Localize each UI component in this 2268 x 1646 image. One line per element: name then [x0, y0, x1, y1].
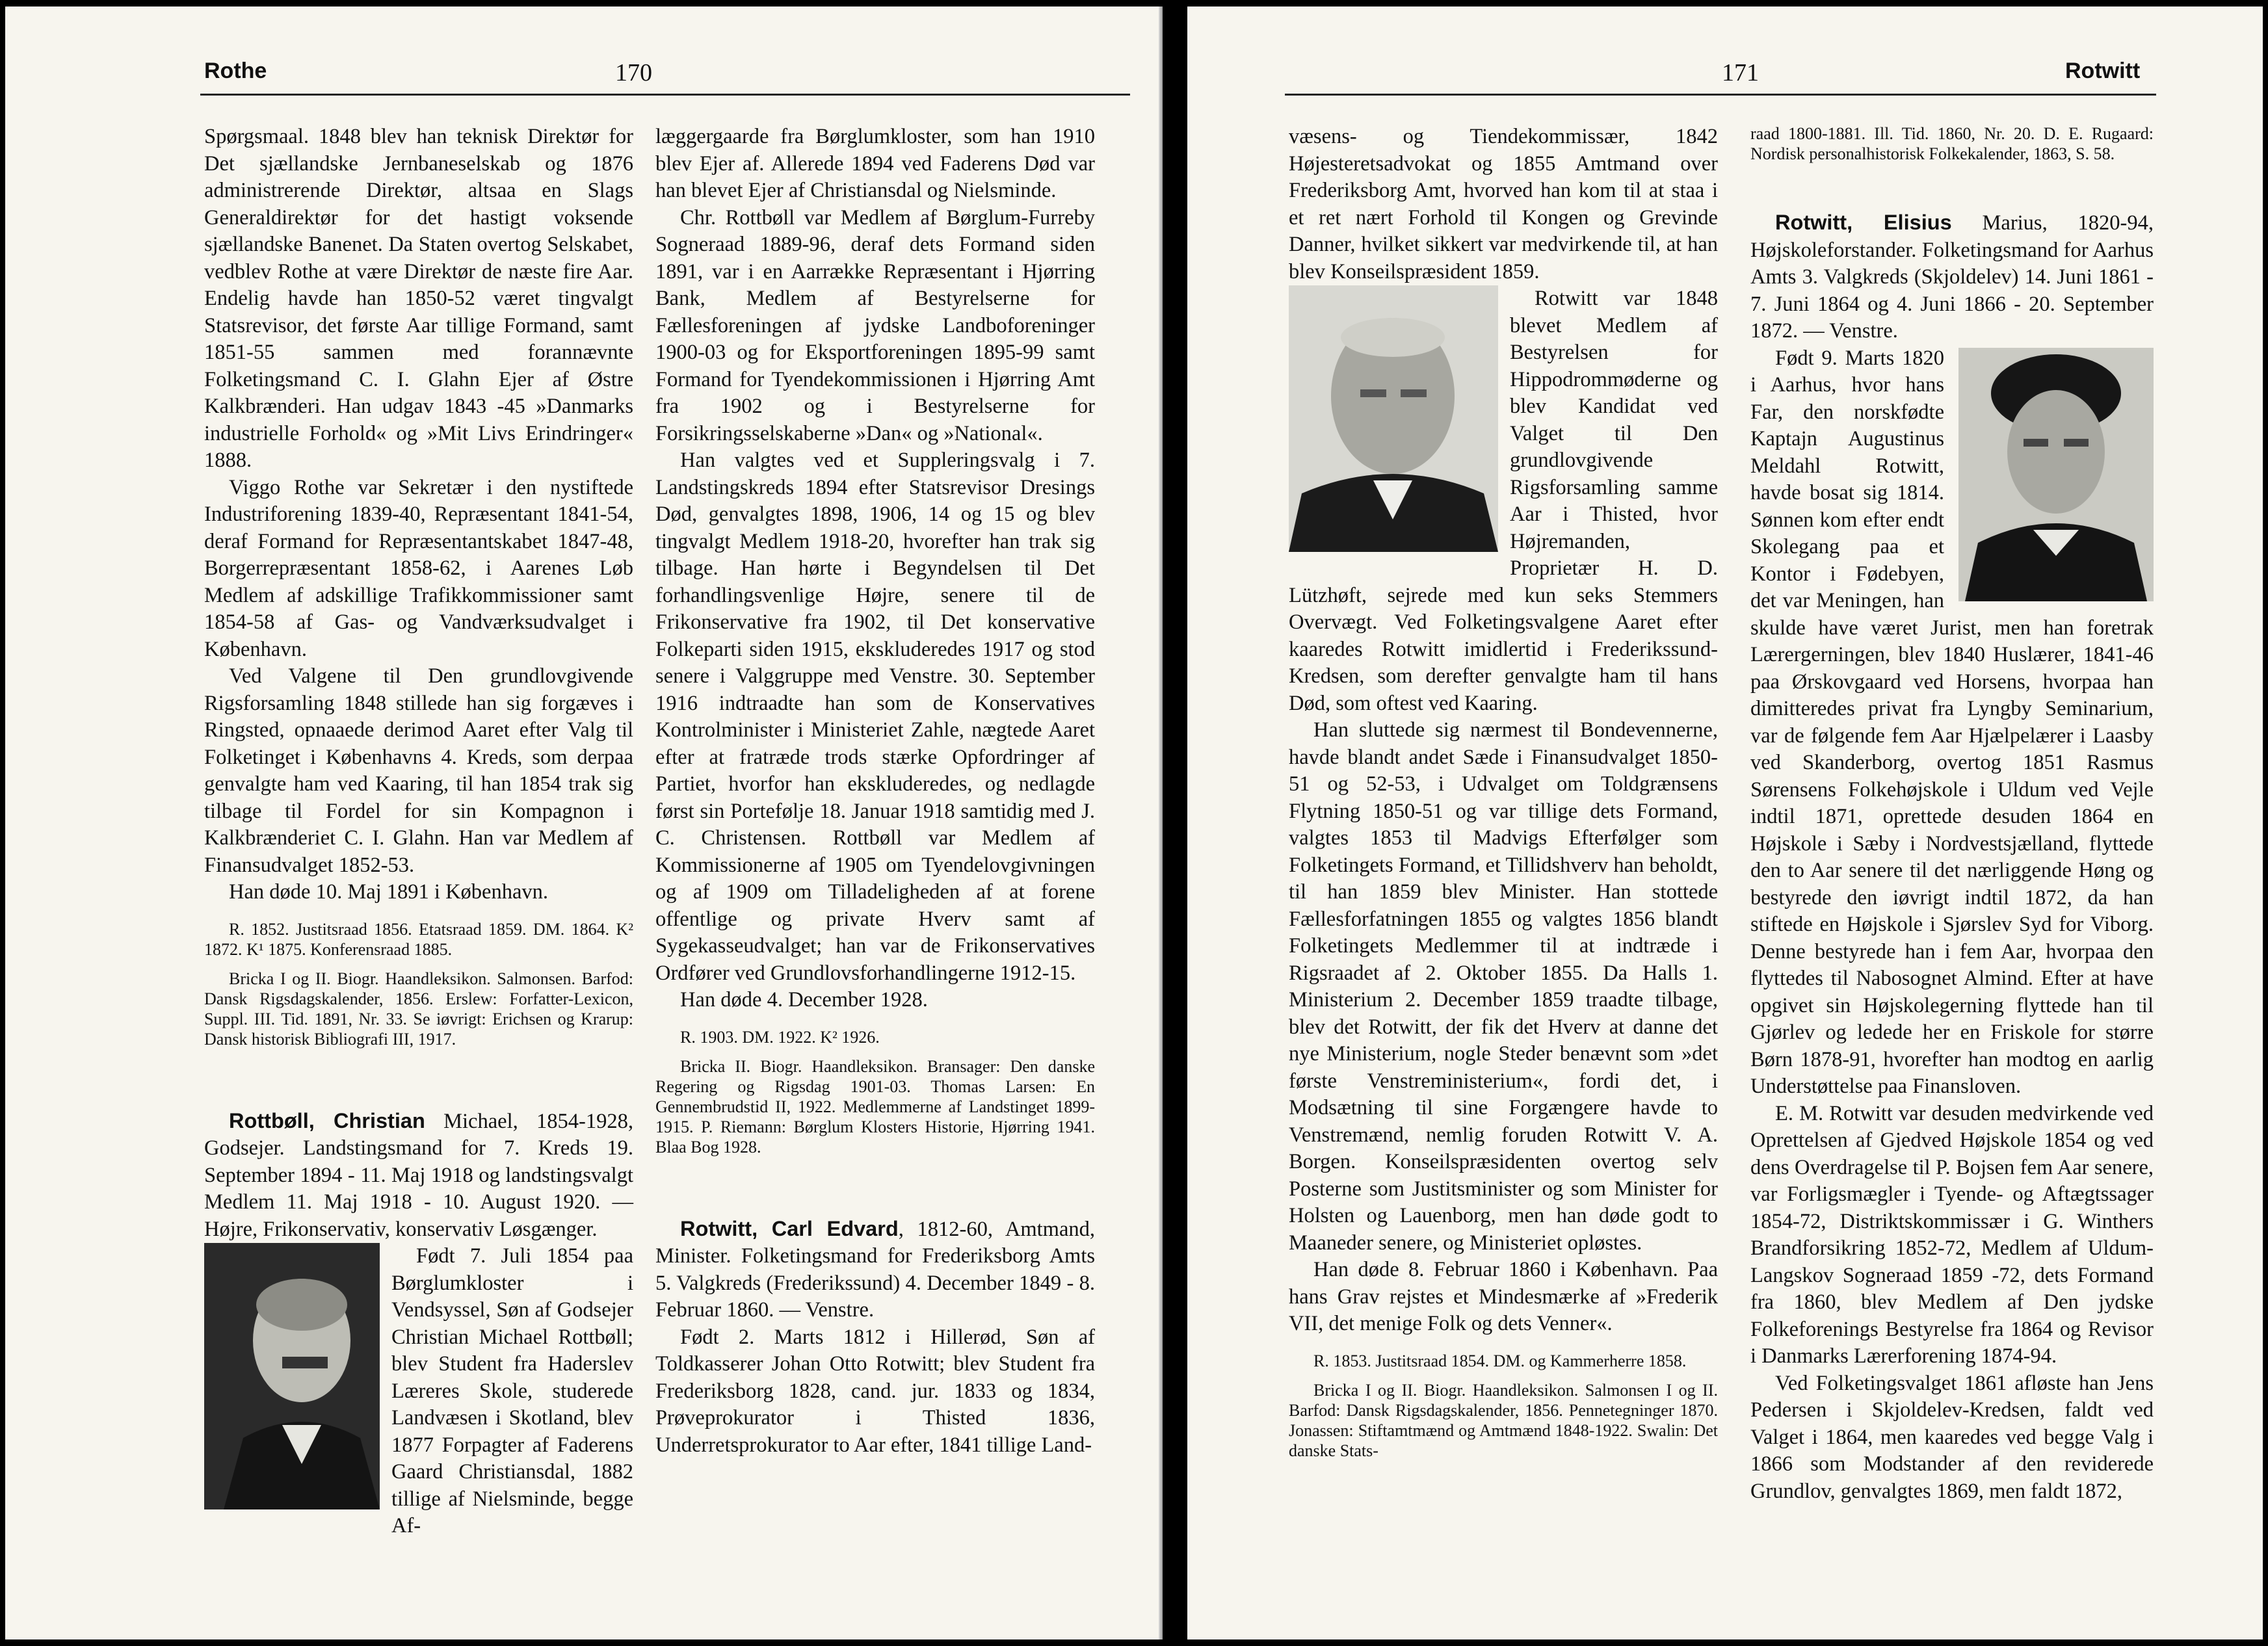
header-rule: [1285, 94, 2156, 96]
paragraph: Han døde 10. Maj 1891 i København.: [229, 880, 549, 904]
page-edge: [1159, 7, 1163, 1639]
entry-name: Rotwitt, Elisius: [1775, 211, 1952, 234]
entry-heading: Rottbøll, Christian Michael, 1854-1928, Godsejer. Landstingsmand for 7. Kreds 19. September 1894 - 11. Maj 1918 og landstingsvalgt Medlem 11. Maj 1918 - 10. August 1920. — Højre, Frikonservativ, konservativ Løsgænger.: [204, 1108, 633, 1241]
paragraph: Ved Folketingsvalget 1861 afløste han Jens Pedersen i Skjoldelev-Kredsen, faldt ved Valget i 1864, men kaaredes ved begge Valg i 1866 som Modstander af den reviderede Grundlov, genvalgtes 1869, men faldt 1872,: [1750, 1371, 2154, 1503]
decorations-note: R. 1853. Justitsraad 1854. DM. og Kammerherre 1858.: [1313, 1351, 1687, 1370]
paragraph: Født 9. Marts 1820 i Aarhus, hvor hans Far, den norskfødte Kaptajn Augustinus Meldahl Rotwitt, havde bosat sig 1814. Sønnen kom efter endt Skolegang paa et Kontor i Fødebyen, det var Meningen, han skulde have været Jurist, men han foretrak Lærergerningen, blev 1840 Huslærer, 1841-46 paa Ørskovgaard ved Horsens, hvorpaa han dimitteredes privat fra Lyngby Seminarium, var de følgende fem Aar Hjælpelærer i Laasby ved Skanderborg, overtog 1851 Rasmus Sørensens Folkehøjskole i Uldum ved Vejle indtil 1871, oprettede desuden 1864 en Højskole i Sæby i Nordvestsjælland, flyttede den to Aar senere til det nærliggende Høng og bestyrede den iøvrigt indtil 1872, da han stiftede en Højskole i Sjørslev Syd for Viborg. Denne bestyrede han i fem Aar, hvorpaa den flyttedes til Nabosognet Almind. Efter at have opgivet sin Højskolegerning flyttede han til Gjørlev og ledede her en Friskole for større Børn 1878-91, hvorefter han modtog en aarlig Understøttelse paa Finansloven.: [1750, 346, 2154, 1098]
running-header: Rothe: [204, 59, 267, 83]
paragraph: Født 2. Marts 1812 i Hillerød, Søn af Toldkasserer Johan Otto Rotwitt; blev Student fra Frederiksborg 1828, cand. jur. 1833 og 1834, Prøveprokurator i Thisted 1836, Underretsprokurator to Aar efter, 1841 tillige Land-: [655, 1325, 1095, 1457]
portrait-photo: [1289, 285, 1498, 552]
running-header: Rotwitt: [2065, 59, 2141, 83]
page-number: 170: [615, 59, 652, 86]
left-page: [5, 7, 1163, 1639]
column-1: [1289, 124, 1718, 1461]
paragraph: Ved Valgene til Den grundlovgivende Rigsforsamling 1848 stillede han sig forgæves i Ringsted, opnaaede derimod Aaret efter Valg til Folketinget i Københavns 4. Kreds, som derpaa genvalgte ham ved Kaaring, til han 1854 trak sig tilbage til Fordel for sin Kompagnon i Kalkbrænderiet C. I. Glahn. Han var Medlem af Finansudvalget 1852-53.: [204, 664, 633, 877]
paragraph: Født 7. Juli 1854 paa Børglumkloster i Vendsyssel, Søn af Godsejer Christian Michael Rottbøll; blev Student fra Haderslev Læreres Skole, studerede Landvæsen i Skotland, blev 1877 Forpagter af Faderens Gaard Christiansdal, 1882 tillige af Nielsminde, begge Af-: [391, 1244, 633, 1537]
page-number: 171: [1722, 59, 1759, 86]
decorations-note: R. 1903. DM. 1922. K² 1926.: [680, 1027, 880, 1047]
entry-heading: Rotwitt, Carl Edvard, 1812-60, Amtmand, Minister. Folketingsmand for Frederiksborg Amts 5. Valgkreds (Frederikssund) 4. December 1849 - 8. Februar 1860. — Venstre.: [655, 1216, 1096, 1322]
right-page: [1187, 7, 2263, 1639]
paragraph: Han sluttede sig nærmest til Bondevennerne, havde blandt andet Sæde i Finansudvalget 1850-51 og 52-53, i Udvalget om Toldgrænsens Flytning 1850-51 og var tillige dets Formand, valgtes 1853 til Madvigs Efterfølger som Folketingets Formand, et Tillidshverv han beholdt, til han 1859 blev Minister. Han stottede Fællesforfatningen 1855 og valgtes 1856 blandt Folketingets Medlemmer til at indtræde i Rigsraadet af 2. Oktober 1855. Da Halls 1. Ministerium 2. December 1859 traadte tilbage, blev det Rotwitt, der fik det Hverv at danne det nye Ministerium, nogle Steder benævnt som »det første Venstreministerium«, fordi det, i Modsætning til sine Forgængere havde to Venstremænd, nemlig foruden Rotwitt V. A. Borgen. Konseilspræsidenten overtog selv Posterne som Justitsminister og som Minister for Holsten og Lauenborg, men han døde godt to Maaneder senere, og Ministeriet opløstes.: [1289, 718, 1718, 1255]
column-2: [655, 124, 1095, 1459]
paragraph: Viggo Rothe var Sekretær i den nystiftede Industriforening 1839-40, Repræsentant 1841-54, deraf Formand for Repræsentantskabet 1847-48, Borgerrepræsentant 1858-62, i Aarenes Løb Medlem af adskillige Trafikkommissioner samt 1854-58 af Gas- og Vandværksudvalget i København.: [204, 475, 633, 661]
paragraph: Han døde 8. Februar 1860 i København. Paa hans Grav rejstes et Mindesmærke af »Frederik VII, det menige Folk og dets Venner«.: [1289, 1258, 1718, 1335]
entry-heading: Rotwitt, Elisius Marius, 1820-94, Højskoleforstander. Folketingsmand for Aarhus Amts 3. Valgkreds (Skjoldelev) 14. Juni 1861 - 7. Juni 1864 og 4. Juni 1866 - 20. September 1872. — Venstre.: [1750, 211, 2154, 343]
paragraph: Han valgtes ved et Suppleringsvalg i 7. Landstingskreds 1894 efter Statsrevisor Dresings Død, genvalgtes 1898, 1906, 14 og 15 og blev tingvalgt Medlem 1918-20, hvorefter han trak sig tilbage. Han hørte i Begyndelsen til Det forhandlingsvenlige Højre, senere til de Frikonservative fra 1902, til Det konservative Folkeparti siden 1915, ekskluderedes 1917 og stod senere i Valggruppe med Venstre. 30. September 1916 indtraadte han som de Konservatives Kontrolminister i Ministeriet Zahle, nægtede Aaret efter at fratræde trods stærke Opfordringer af Partiet, hvorfor han ekskluderedes, og nedlagde først sin Portefølje 18. Januar 1918 samtidig med J. C. Christensen. Rottbøll var Medlem af Kommissionerne af 1905 om Tyendelovgivningen og af 1909 om Tilladeligheden af at forene offentlige og private Hverv samt af Sygekasseudvalget; han var de Frikonservatives Ordfører ved Grundlovsforhandlingerne 1912-15.: [655, 449, 1095, 985]
paragraph: Rotwitt var 1848 blevet Medlem af Bestyrelsen for Hippodrommøderne og blev Kandidat ved Valget til Den grundlovgivende Rigsforsamling samme Aar i Thisted, hvor Højremanden, Proprietær H. D. Lützhøft, sejrede med kun seks Stemmers Overvægt. Ved Folketingsvalgene Aaret efter kaaredes Rotwitt imidlertid i Frederikssund-Kredsen, som derefter genvalgte ham til hans Død, som oftest ved Kaaring.: [1289, 287, 1718, 715]
references-note: raad 1800-1881. Ill. Tid. 1860, Nr. 20. D. E. Rugaard: Nordisk personalhistorisk Folkekalender, 1863, S. 58.: [1750, 124, 2154, 163]
references-note: Bricka I og II. Biogr. Haandleksikon. Salmonsen I og II. Barfod: Dansk Rigsdagskalender, 1856. Pennetegninger 1870. Jonassen: Stiftamtmænd og Amtmænd 1848-1922. Swalin: Det danske Stats-: [1289, 1380, 1718, 1460]
decorations-note: R. 1852. Justitsraad 1856. Etatsraad 1859. DM. 1864. K² 1872. K¹ 1875. Konferensraad 1885.: [204, 919, 633, 959]
column-1: [204, 124, 633, 1540]
portrait-photo: [1958, 348, 2154, 601]
references-note: Bricka I og II. Biogr. Haandleksikon. Salmonsen. Barfod: Dansk Rigsdagskalender, 1856. Erslew: Forfatter-Lexicon, Suppl. III. Tid. 1891, Nr. 33. Se iøvrigt: Erichsen og Krarup: Dansk historisk Bibliografi III, 1917.: [204, 969, 633, 1049]
paragraph: væsens- og Tiendekommissær, 1842 Højesteretsadvokat og 1855 Amtmand over Frederiksborg Amt, hvorved han kom til at staa i et ret nært Forhold til Kongen og Grevinde Danner, hvilket sikkert var medvirkende til, at han blev Konseilspræsident 1859.: [1289, 125, 1718, 283]
paragraph: Han døde 4. December 1928.: [680, 988, 928, 1012]
references-note: Bricka II. Biogr. Haandleksikon. Bransager: Den danske Regering og Rigsdag 1901-03. Thomas Larsen: En Gennembrudstid II, 1922. Medlemmerne af Landstinget 1899-1915. P. Riemann: Børglum Klosters Historie, Hjørring 1941. Blaa Bog 1928.: [655, 1056, 1095, 1156]
paragraph: læggergaarde fra Børglumkloster, som han 1910 blev Ejer af. Allerede 1894 ved Faderens Død var han blevet Ejer af Christiansdal og Nielsminde.: [655, 125, 1095, 202]
column-2: [1750, 124, 2154, 1505]
paragraph: Chr. Rottbøll var Medlem af Børglum-Furreby Sogneraad 1889-96, deraf dets Formand siden 1891, var i en Aarrække Repræsentant i Hjørring Bank, Medlem af Bestyrelserne for Fællesforeningen af jydske Landboforeninger 1900-03 og for Eksportforeningen 1895-99 samt Formand for Tyendekommissionen i Hjørring Amt fra 1902 og i Bestyrelserne for Forsikringsselskaberne »Dan« og »National«.: [655, 205, 1095, 445]
paragraph: Spørgsmaal. 1848 blev han teknisk Direktør for Det sjællandske Jernbaneselskab og 1876 administrerende Direktør, altsaa en Slags Generaldirektør for det hastigt voksende sjællandske Banenet. Da Staten overtog Selskabet, vedblev Rothe at være Direktør de næste fire Aar. Endelig havde han 1850-52 været tingvalgt Statsrevisor, det første Aar tillige Formand, samt 1851-55 sammen med forannævnte Folketingsmand C. I. Glahn Ejer af Østre Kalkbrænderi. Han udgav 1843 -45 »Danmarks industrielle Forhold« og »Mit Livs Erindringer« 1888.: [204, 125, 633, 472]
entry-name: Rottbøll, Christian: [229, 1108, 425, 1132]
header-rule: [200, 94, 1130, 96]
entry-name: Rotwitt, Carl Edvard: [680, 1216, 899, 1240]
portrait-photo: [204, 1243, 380, 1509]
paragraph: E. M. Rotwitt var desuden medvirkende ved Oprettelsen af Gjedved Højskole 1854 og ved dens Overdragelse til P. Bojsen fem Aar senere, var Forligsmægler i Tyende- og Aftægtssager 1854-72, Distriktskommissær i G. Winthers Brandforsikring 1852-72, Medlem af Uldum-Langskov Sogneraad 1859 -72, dets Formand fra 1860, blev Medlem af Den jydske Folkeforenings Bestyrelse fra 1864 og Revisor i Danmarks Lærerforening 1874-94.: [1750, 1101, 2154, 1368]
